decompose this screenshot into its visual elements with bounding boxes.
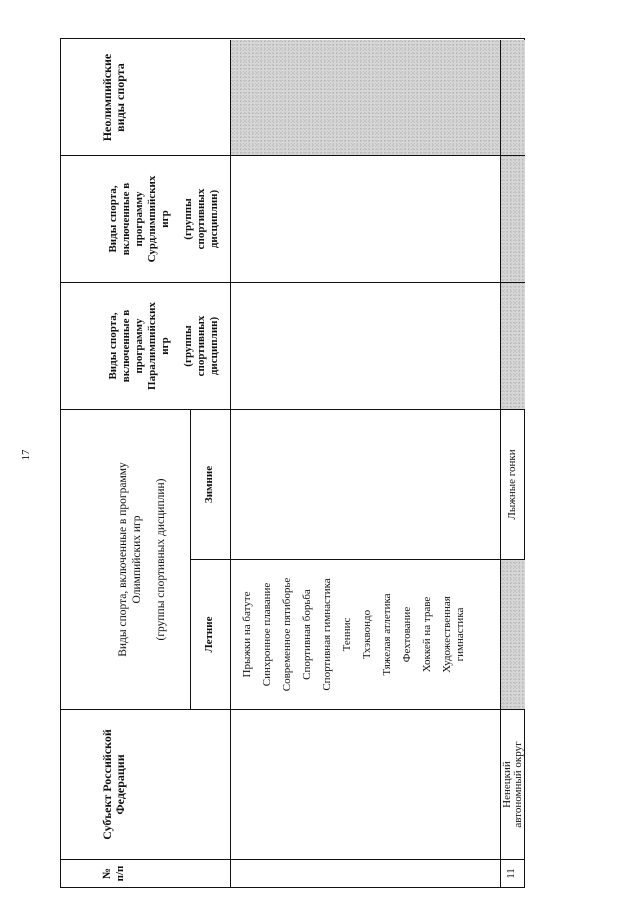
header-subject: Субъект Российской Федерации bbox=[61, 709, 231, 859]
header-deaflympic bbox=[61, 155, 231, 282]
list-item: Тяжелая атлетика bbox=[381, 593, 393, 676]
cont-deaflympic bbox=[231, 155, 501, 282]
cont-num bbox=[231, 859, 501, 887]
row11-subject: Ненецкий автономный округ bbox=[501, 709, 525, 859]
header-non-olympic: Неолимпийские виды спорта bbox=[61, 40, 231, 155]
cont-non-olympic bbox=[231, 40, 501, 155]
header-olympic-groups: (группы спортивных дисциплин) bbox=[154, 478, 167, 641]
header-summer: Летние bbox=[191, 559, 231, 709]
list-item: Прыжки на батуте bbox=[241, 591, 253, 678]
summer-list bbox=[235, 578, 467, 691]
header-paralympic-groups: (группы спортивных дисциплин) bbox=[181, 315, 220, 377]
row11-winter: Лыжные гонки bbox=[501, 409, 525, 559]
row11-summer bbox=[501, 559, 525, 709]
list-item: Теннис bbox=[341, 617, 353, 652]
row11-deaflympic bbox=[501, 155, 525, 282]
page-number: 17 bbox=[20, 449, 32, 461]
cont-winter bbox=[231, 409, 501, 559]
list-item: Спортивная борьба bbox=[301, 589, 313, 680]
list-item: Тхэквондо bbox=[361, 609, 373, 660]
list-item: Синхронное плавание bbox=[261, 582, 273, 687]
row11-non-olympic bbox=[501, 40, 525, 155]
list-item: Художественная гимнастика bbox=[441, 596, 466, 673]
header-paralympic-title: Виды спорта, включенные в программу Паралимпийских игр bbox=[106, 302, 171, 390]
cont-summer bbox=[231, 559, 501, 709]
header-olympic-title: Виды спорта, включенные в программу Олимпийских игр bbox=[116, 462, 143, 657]
header-winter: Зимние bbox=[191, 409, 231, 559]
row11-num: 11 bbox=[501, 859, 525, 887]
list-item: Хоккей на траве bbox=[421, 596, 433, 673]
row11-paralympic bbox=[501, 282, 525, 409]
list-item: Фехтование bbox=[401, 606, 413, 663]
cont-subject bbox=[231, 709, 501, 859]
table-wrapper bbox=[60, 38, 525, 888]
header-paralympic bbox=[61, 282, 231, 409]
list-item: Спортивная гимнастика bbox=[321, 578, 333, 691]
header-deaflympic-title: Виды спорта, включенные в программу Сурдлимпийских игр bbox=[106, 175, 171, 263]
header-deaflympic-groups: (группы спортивных дисциплин) bbox=[181, 188, 220, 250]
cont-paralympic bbox=[231, 282, 501, 409]
sports-table bbox=[60, 38, 525, 888]
header-olympic bbox=[61, 409, 191, 709]
list-item: Современное пятиборье bbox=[281, 577, 293, 692]
header-num: № п/п bbox=[61, 859, 231, 887]
